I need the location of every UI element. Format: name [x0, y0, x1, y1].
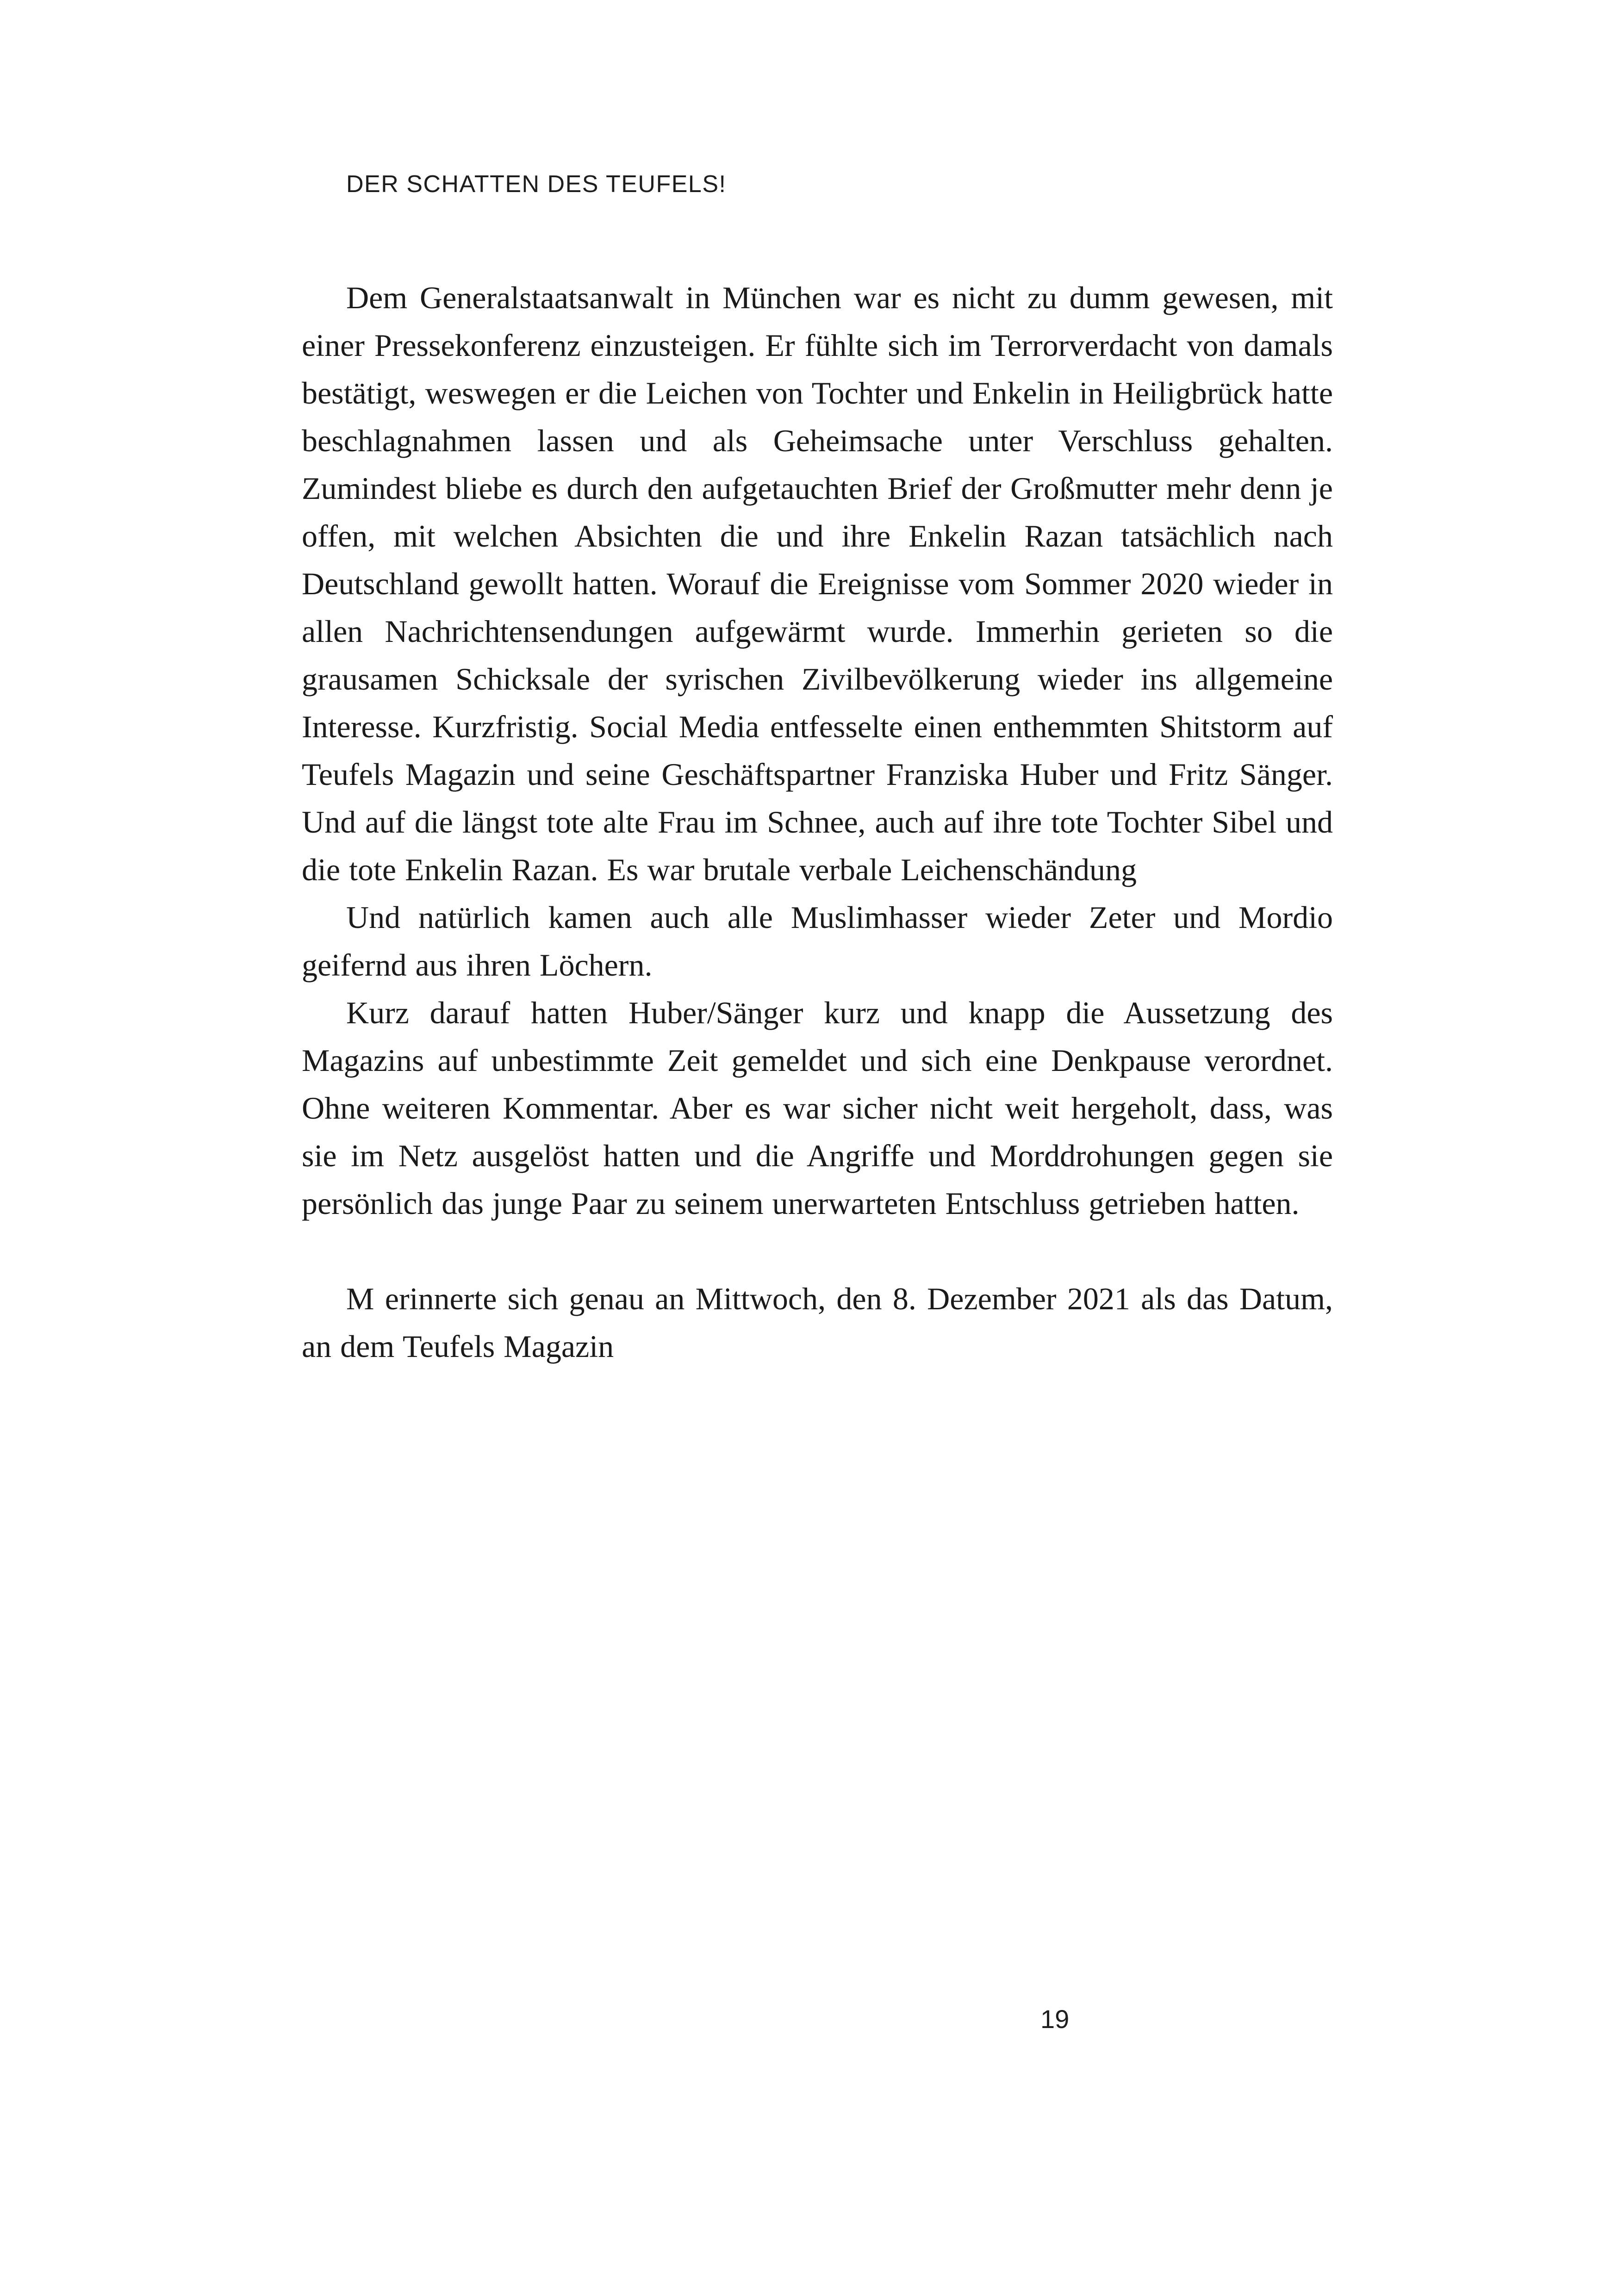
body-text-block	[302, 274, 1333, 1370]
paragraph: Kurz darauf hatten Huber/Sänger kurz und knapp die Aussetzung des Magazins auf unbestimmte Zeit gemeldet und sich eine Denkpause verordnet. Ohne weiteren Kommentar. Aber es war sicher nicht weit hergeholt, dass, was sie im Netz ausgelöst hatten und die Angriffe und Morddrohungen gegen sie persönlich das junge Paar zu seinem unerwarteten Entschluss getrieben hatten.	[302, 995, 1333, 1221]
paragraph: Und natürlich kamen auch alle Muslimhasser wieder Zeter und Mordio geifernd aus ihren Löchern.	[302, 900, 1333, 983]
paragraph: Dem Generalstaatsanwalt in München war es nicht zu dumm gewesen, mit einer Pressekonferenz einzusteigen. Er fühlte sich im Terrorverdacht von damals bestätigt, weswegen er die Leichen von Tochter und Enkelin in Heiligbrück hatte beschlagnahmen lassen und als Geheimsache unter Verschluss gehalten. Zumindest bliebe es durch den aufgetauchten Brief der Großmutter mehr denn je offen, mit welchen Absichten die und ihre Enkelin Razan tatsächlich nach Deutschland gewollt hatten. Worauf die Ereignisse vom Sommer 2020 wieder in allen Nachrichtensendungen aufgewärmt wurde. Immerhin gerieten so die grausamen Schicksale der syrischen Zivilbevölkerung wieder ins allgemeine Interesse. Kurzfristig. Social Media entfesselte einen enthemmten Shitstorm auf Teufels Magazin und seine Geschäftspartner Franziska Huber und Fritz Sänger. Und auf die längst tote alte Frau im Schnee, auch auf ihre tote Tochter Sibel und die tote Enkelin Razan. Es war brutale verbale Leichenschändung	[302, 280, 1333, 887]
running-head-title: DER SCHATTEN DES TEUFELS!	[346, 171, 727, 198]
paragraph: M erinnerte sich genau an Mittwoch, den 8. Dezember 2021 als das Datum, an dem Teufels Magazin	[302, 1281, 1333, 1364]
page-number: 19	[1040, 2004, 1070, 2034]
